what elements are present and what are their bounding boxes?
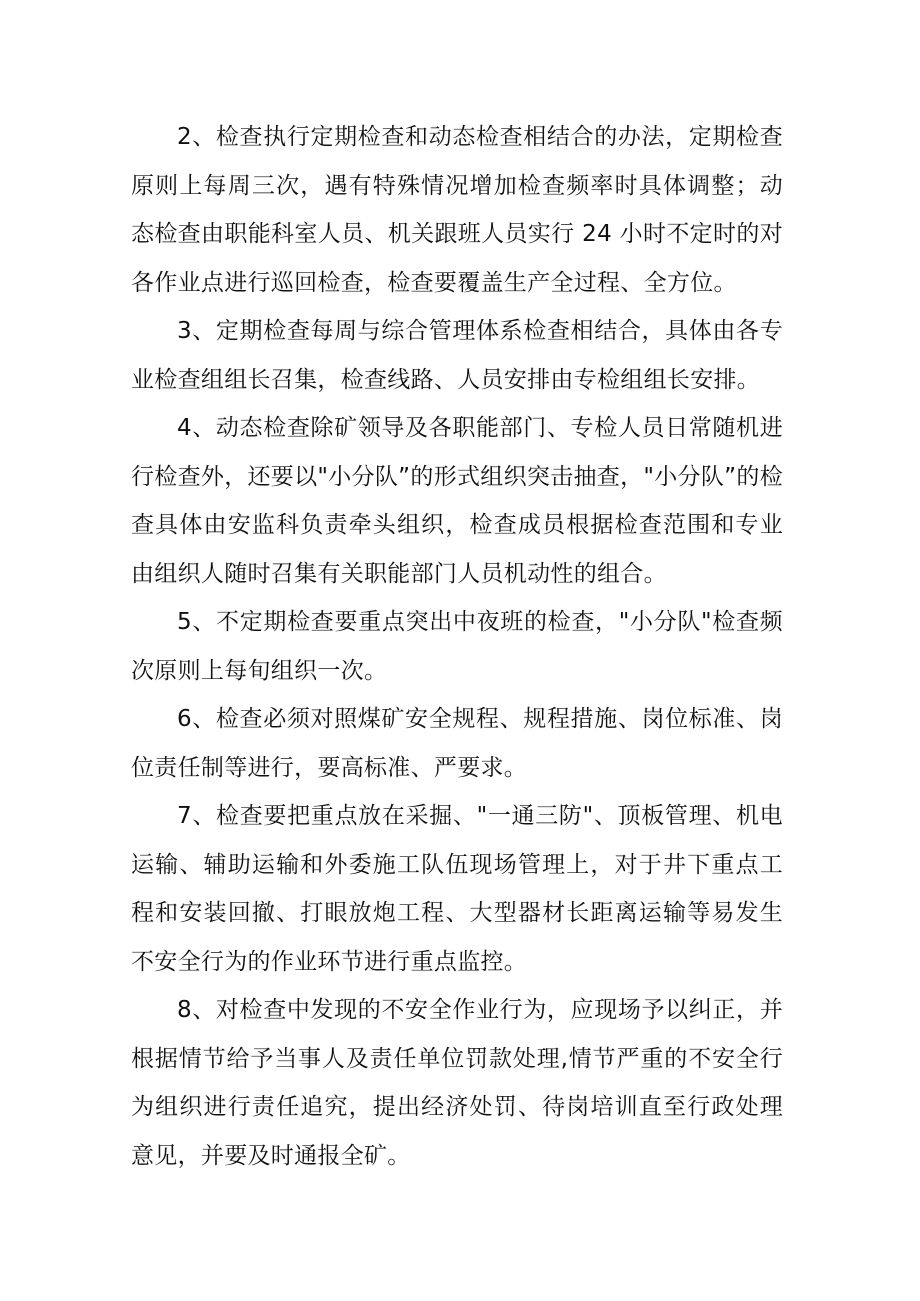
paragraph-item-5: 5、不定期检查要重点突出中夜班的检查，"小分队"检查频次原则上每旬组织一次。 bbox=[131, 609, 783, 684]
paragraph-item-2: 2、检查执行定期检查和动态检查相结合的办法，定期检查原则上每周三次，遇有特殊情况增加检查频率时具体调整；动态检查由职能科室人员、机关跟班人员实行 24 小时不定时的对各作业点进行巡回检查，检查要覆盖生产全过程、全方位。 bbox=[131, 124, 783, 296]
paragraph-item-4: 4、动态检查除矿领导及各职能部门、专检人员日常随机进行检查外，还要以"小分队”的形式组织突击抽查，"小分队”的检查具体由安监科负责牵头组织，检查成员根据检查范围和专业由组织人随时召集有关职能部门人员机动性的组合。 bbox=[131, 415, 783, 587]
paragraph-item-7: 7、检查要把重点放在采掘、"一通三防"、顶板管理、机电运输、辅助运输和外委施工队伍现场管理上，对于井下重点工程和安装回撤、打眼放炮工程、大型器材长距离运输等易发生不安全行为的作业环节进行重点监控。 bbox=[131, 803, 783, 975]
paragraph-item-6: 6、检查必须对照煤矿安全规程、规程措施、岗位标准、岗位责任制等进行，要高标准、严要求。 bbox=[131, 706, 783, 781]
paragraph-item-8: 8、对检查中发现的不安全作业行为，应现场予以纠正，并根据情节给予当事人及责任单位罚款处理,情节严重的不安全行为组织进行责任追究，提出经济处罚、待岗培训直至行政处理意见，并要及时通报全矿。 bbox=[131, 997, 783, 1169]
document-body bbox=[131, 113, 783, 1180]
paragraph-item-3: 3、定期检查每周与综合管理体系检查相结合，具体由各专业检查组组长召集，检查线路、人员安排由专检组组长安排。 bbox=[131, 318, 783, 393]
